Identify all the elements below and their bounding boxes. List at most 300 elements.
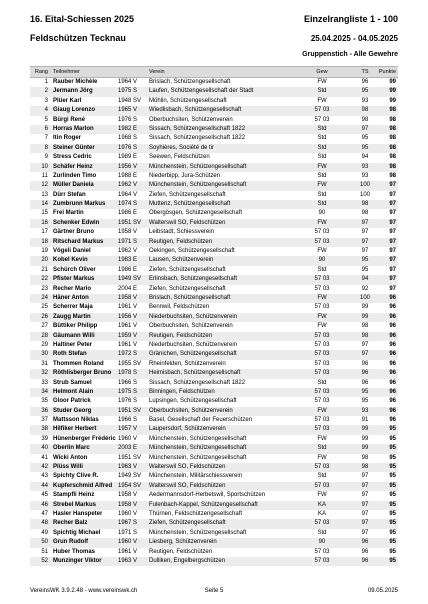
points: 98 (389, 154, 396, 161)
ts-score: 96 (361, 79, 369, 85)
table-row (30, 332, 398, 341)
birth-year-category (118, 294, 137, 303)
rank-cell: 51 (41, 548, 48, 555)
age-category: S (133, 417, 138, 424)
weapon-type: 57 03 (314, 370, 330, 377)
age-category: SV (133, 360, 142, 367)
table-row (30, 238, 398, 247)
rank-cell: 8 (44, 144, 48, 151)
club-name: Ziefen, Schützengesellschaft (149, 285, 226, 292)
column-header-rank: Rang (34, 69, 48, 75)
table-row (30, 388, 398, 397)
birth-year: 1974 (118, 201, 132, 208)
participant-name: Plüss Willi (53, 464, 83, 471)
weapon-type: FW (317, 79, 327, 85)
age-category: S (133, 144, 138, 151)
birth-year: 1960 (118, 510, 132, 517)
points: 96 (389, 360, 396, 367)
points: 96 (389, 332, 396, 339)
birth-year-category (118, 153, 137, 162)
rank-cell: 36 (41, 407, 48, 414)
weapon-type: 57 03 (314, 398, 330, 405)
birth-year: 1960 (118, 435, 132, 442)
age-category: S (133, 379, 138, 386)
birth-year: 1988 (118, 172, 132, 179)
birth-year: 1972 (118, 351, 132, 358)
weapon-type: Std (317, 135, 327, 142)
ts-score: 98 (361, 332, 369, 339)
weapon-type: 90 (318, 539, 326, 546)
age-category: SV (133, 97, 142, 104)
participant-name: Plüer Karl (53, 97, 82, 104)
club-name: Brislach, Schützengesellschaft (149, 79, 231, 85)
birth-year-category (118, 388, 137, 397)
table-row (30, 548, 398, 557)
participant-name: Hilfiker Herbert (53, 426, 97, 433)
rank-cell: 18 (41, 238, 48, 245)
age-category: SV (133, 276, 142, 283)
participant-name: Scherrer Maja (53, 304, 93, 311)
participant-name: Roth Stefan (53, 351, 87, 358)
birth-year-category (118, 379, 137, 388)
birth-year-category (118, 332, 137, 341)
age-category: SV (133, 454, 142, 461)
points: 97 (389, 182, 396, 189)
birth-year-category (118, 407, 141, 416)
birth-year: 2004 (118, 285, 132, 292)
birth-year: 1978 (118, 370, 132, 377)
ts-score: 95 (361, 144, 369, 151)
age-category: V (133, 294, 138, 301)
points: 97 (389, 201, 396, 208)
points: 96 (389, 398, 396, 405)
birth-year-category (118, 313, 137, 322)
ts-score: 96 (361, 539, 369, 546)
birth-year: 1962 (118, 182, 132, 189)
points: 99 (389, 88, 396, 95)
ts-score: 97 (361, 229, 369, 236)
birth-year: 1958 (118, 501, 132, 508)
birth-year-category (118, 87, 137, 96)
participant-name: Röthlisberger Bruno (53, 370, 112, 377)
table-row (30, 482, 398, 491)
ts-score: 97 (361, 219, 369, 226)
participant-name: Haltiner Peter (53, 341, 93, 348)
age-category: S (133, 201, 138, 208)
rank-cell: 42 (41, 464, 48, 471)
table-row (30, 228, 398, 237)
ts-score: 99 (361, 426, 369, 433)
points: 95 (389, 539, 396, 546)
birth-year: 1965 (118, 107, 132, 114)
rank-cell: 9 (44, 154, 48, 161)
weapon-type: FW (317, 248, 327, 255)
age-category: V (133, 182, 138, 189)
ts-score: 97 (361, 238, 369, 245)
birth-year: 1957 (118, 426, 132, 433)
participant-name: Stress Cedric (53, 154, 92, 161)
club-name: Münchenstein, Schützengesellschaft (149, 454, 247, 461)
weapon-type: FW (317, 454, 327, 461)
weapon-type: 57 03 (314, 238, 330, 245)
birth-year: 1975 (118, 388, 132, 395)
birth-year: 1976 (118, 398, 132, 405)
points: 96 (389, 294, 396, 301)
club-name: Basel, Gesellschaft der Feuerschützen (149, 417, 253, 424)
birth-year: 1968 (118, 135, 132, 142)
weapon-type: Std (317, 88, 327, 95)
birth-year: 1960 (118, 539, 132, 546)
points: 96 (389, 388, 396, 395)
points: 96 (389, 341, 396, 348)
rank-cell: 26 (41, 313, 48, 320)
club-name: Sissach, Schützengesellschaft 1822 (149, 379, 246, 386)
age-category: V (133, 548, 138, 555)
birth-year: 1963 (118, 557, 132, 564)
rank-cell: 45 (41, 492, 48, 499)
participant-name: Huber Thomas (53, 548, 96, 555)
rank-cell: 3 (44, 97, 48, 104)
ts-score: 97 (361, 341, 369, 348)
points: 95 (389, 454, 396, 461)
weapon-type: Std (317, 144, 327, 151)
weapon-type: 57 03 (314, 229, 330, 236)
club-name: Ziefen, Schützengesellschaft (149, 520, 226, 527)
table-row (30, 275, 398, 284)
participant-name: Thommen Roland (53, 360, 104, 367)
weapon-type: FW (317, 407, 327, 414)
ts-score: 95 (361, 388, 369, 395)
rank-cell: 19 (41, 248, 48, 255)
points: 96 (389, 407, 396, 414)
participant-name: Rauber Michèle (53, 79, 98, 85)
rank-cell: 28 (41, 332, 48, 339)
weapon-type: 57 03 (314, 520, 330, 527)
ts-score: 96 (361, 370, 369, 377)
birth-year: 1954 (118, 482, 132, 489)
age-category: S (133, 135, 138, 142)
birth-year: 2003 (118, 445, 132, 452)
weapon-type: 57 03 (314, 360, 330, 367)
organizer-name: Feldschützen Tecknau (30, 33, 126, 43)
table-row (30, 510, 398, 519)
table-row (30, 322, 398, 331)
rank-cell: 20 (41, 257, 48, 264)
participant-name: Horras Marlon (53, 125, 94, 132)
table-row (30, 181, 398, 190)
weapon-type: Std (317, 201, 327, 208)
ts-score: 94 (361, 276, 369, 283)
participant-name: Zumbrunn Markus (53, 201, 106, 208)
participant-name: Zaugg Martin (53, 313, 91, 320)
participant-name: Kupferschmid Alfred (53, 482, 113, 489)
birth-year: 1955 (118, 360, 132, 367)
rank-cell: 37 (41, 417, 48, 424)
age-category: V (133, 501, 138, 508)
age-category: SV (133, 407, 142, 414)
participant-name: Gärtner Bruno (53, 229, 95, 236)
points: 97 (389, 257, 396, 264)
table-row (30, 501, 398, 510)
birth-year-category (118, 369, 137, 378)
table-row (30, 491, 398, 500)
table-row (30, 294, 398, 303)
points: 97 (389, 219, 396, 226)
participant-name: Giaug Lorenzo (53, 107, 95, 114)
points: 99 (389, 97, 396, 104)
weapon-type: FW (317, 163, 327, 170)
rank-cell: 2 (44, 88, 48, 95)
participant-name: Mattsson Niklas (53, 417, 99, 424)
points: 98 (389, 144, 396, 151)
birth-year: 1989 (118, 154, 132, 161)
rank-cell: 39 (41, 435, 48, 442)
ts-score: 95 (361, 398, 369, 405)
table-row (30, 529, 398, 538)
club-name: Reutigen, Feldschützen (149, 332, 213, 339)
age-category: S (133, 529, 138, 536)
ts-score: 99 (361, 304, 369, 311)
birth-year-category (118, 209, 137, 218)
birth-year-category (118, 181, 137, 190)
participant-name: Schäfer Heinz (53, 163, 93, 170)
ts-score: 93 (361, 97, 369, 104)
age-category: S (133, 238, 138, 245)
rank-cell: 16 (41, 219, 48, 226)
weapon-type: 57 03 (314, 464, 330, 471)
age-category: E (133, 172, 138, 179)
club-name: Münchenstein, Militärschiessverein (149, 473, 243, 480)
column-header-club: Verein (149, 69, 165, 75)
age-category: E (133, 154, 138, 161)
birth-year-category (118, 360, 141, 369)
table-row (30, 557, 398, 566)
birth-year: 1962 (118, 248, 132, 255)
print-date: 09.05.2025 (367, 588, 398, 594)
age-category: SV (133, 473, 142, 480)
club-name: Laufen, Schützengesellschaft der Stadt (149, 88, 254, 95)
ts-score: 98 (361, 116, 369, 123)
ts-score: 97 (361, 492, 369, 499)
birth-year: 1949 (118, 473, 132, 480)
birth-year-category (118, 144, 137, 153)
rank-cell: 23 (41, 285, 48, 292)
points: 95 (389, 435, 396, 442)
table-row (30, 463, 398, 472)
club-name: Rheinfelden, Schützenverein (149, 360, 226, 367)
age-category: V (133, 557, 138, 564)
club-name: Möhlin, Schützengesellschaft (149, 97, 227, 104)
club-name: Leibstadt, Schiessverein (149, 229, 215, 236)
weapon-type: 57 03 (314, 388, 330, 395)
weapon-type: 57 03 (314, 482, 330, 489)
club-name: Seewen, Feldschützen (149, 154, 210, 161)
rank-cell: 25 (41, 304, 48, 311)
birth-year-category (118, 285, 137, 294)
age-category: V (133, 464, 138, 471)
club-name: Walterswil SO, Feldschützen (149, 482, 226, 489)
age-category: SV (133, 219, 142, 226)
age-category: E (133, 445, 138, 452)
table-row (30, 256, 398, 265)
table-row (30, 87, 398, 96)
table-row (30, 519, 398, 528)
points: 97 (389, 248, 396, 255)
birth-year-category (118, 444, 137, 453)
birth-year: 1951 (118, 219, 132, 226)
points: 95 (389, 529, 396, 536)
birth-year-category (118, 397, 137, 406)
age-category: V (133, 341, 138, 348)
points: 98 (389, 125, 396, 132)
points: 95 (389, 548, 396, 555)
birth-year: 1963 (118, 464, 132, 471)
weapon-type: 57 03 (314, 107, 330, 114)
birth-year-category (118, 435, 137, 444)
ts-score: 93 (361, 172, 369, 179)
weapon-type: 57 03 (314, 557, 330, 564)
club-name: Gränichen, Schützengesellschaft (149, 351, 237, 358)
birth-year: 1958 (118, 294, 132, 301)
points: 96 (389, 379, 396, 386)
rank-cell: 44 (41, 482, 48, 489)
club-name: Münchenstein, Schützengesellschaft (149, 163, 247, 170)
participant-name: Steiner Günter (53, 144, 95, 151)
age-category: E (133, 125, 138, 132)
participant-name: Schürch Oliver (53, 266, 96, 273)
birth-year-category (118, 125, 137, 134)
club-name: Muttenz, Schützengesellschaft (149, 201, 231, 208)
ts-score: 96 (361, 557, 369, 564)
rank-cell: 33 (41, 379, 48, 386)
participant-name: Oberlin Marc (53, 445, 90, 452)
birth-year-category (118, 303, 137, 312)
ts-score: 96 (361, 360, 369, 367)
ts-score: 95 (361, 257, 369, 264)
ts-score: 93 (361, 163, 369, 170)
rank-cell: 50 (41, 539, 48, 546)
participant-name: Hünenberger Frédéric (53, 435, 116, 442)
age-category: V (133, 107, 138, 114)
birth-year: 1982 (118, 125, 132, 132)
age-category: S (133, 116, 138, 123)
points: 95 (389, 482, 396, 489)
rank-cell: 52 (41, 557, 48, 564)
weapon-type: Std (317, 191, 327, 198)
points: 97 (389, 238, 396, 245)
participant-name: Hasler Hanspeter (53, 510, 103, 517)
ts-score: 97 (361, 510, 369, 517)
ts-score: 97 (361, 501, 369, 508)
ts-score: 98 (361, 210, 369, 217)
ts-score: 100 (359, 182, 370, 189)
participant-name: Müller Daniela (53, 182, 94, 189)
birth-year-category (118, 78, 137, 87)
participant-name: Jermann Jörg (53, 88, 93, 95)
birth-year: 1951 (118, 407, 132, 414)
weapon-type: Std (317, 529, 327, 536)
birth-year: 1951 (118, 454, 132, 461)
page-number: Seite 5 (204, 588, 224, 594)
rank-cell: 6 (44, 125, 48, 132)
table-row (30, 444, 398, 453)
table-header (30, 66, 398, 78)
club-name: Münchenstein, Schützengesellschaft (149, 445, 247, 452)
points: 97 (389, 229, 396, 236)
rank-cell: 46 (41, 501, 48, 508)
birth-year-category (118, 454, 141, 463)
points: 95 (389, 557, 396, 564)
age-category: V (133, 492, 138, 499)
club-name: Oberbuchsiten, Schützenverein (149, 407, 233, 414)
birth-year: 1958 (118, 229, 132, 236)
weapon-type: Std (317, 172, 327, 179)
birth-year: 1976 (118, 144, 132, 151)
table-row (30, 397, 398, 406)
age-category: S (133, 398, 138, 405)
birth-year-category (118, 341, 137, 350)
birth-year: 1961 (118, 341, 132, 348)
age-category: V (133, 426, 138, 433)
birth-year-category (118, 247, 137, 256)
event-title: 16. Eital-Schiessen 2025 (30, 14, 135, 24)
participant-name: Grun Rudolf (53, 539, 88, 546)
club-name: Soyhières, Société de tir (149, 144, 215, 151)
participant-name: Büttiker Philipp (53, 323, 98, 330)
points: 95 (389, 426, 396, 433)
points: 96 (389, 417, 396, 424)
table-row (30, 303, 398, 312)
weapon-type: Std (317, 379, 327, 386)
weapon-type: 57 03 (314, 332, 330, 339)
birth-year-category (118, 238, 137, 247)
club-name: Reutigen, Feldschützen (149, 548, 213, 555)
participant-name: Dürr Stefan (53, 191, 86, 198)
column-header-participant: Teilnehmer (53, 69, 80, 75)
birth-year: 1958 (118, 492, 132, 499)
weapon-type: 57 03 (314, 304, 330, 311)
ts-score: 91 (361, 417, 369, 424)
club-name: Oberbuchsiten, Schützenverein (149, 323, 233, 330)
rank-cell: 5 (44, 116, 48, 123)
weapon-type: 57 03 (314, 417, 330, 424)
weapon-type: 57 03 (314, 548, 330, 555)
club-name: Brislach, Schützengesellschaft (149, 294, 231, 301)
table-row (30, 106, 398, 115)
club-name: Bennwil, Feldschützen (149, 304, 210, 311)
table-row (30, 209, 398, 218)
points: 97 (389, 191, 396, 198)
birth-year: 1967 (118, 520, 132, 527)
birth-year: 1971 (118, 529, 132, 536)
ranking-table (30, 66, 398, 566)
rank-cell: 43 (41, 473, 48, 480)
table-row (30, 134, 398, 143)
table-row (30, 379, 398, 388)
points: 96 (389, 313, 396, 320)
participant-name: Kobel Kevin (53, 257, 88, 264)
birth-year-category (118, 482, 141, 491)
club-name: Lausen, Schützenverein (149, 257, 214, 264)
table-row (30, 163, 398, 172)
table-row (30, 125, 398, 134)
birth-year-category (118, 425, 137, 434)
birth-year-category (118, 163, 137, 172)
club-name: Binningen, Feldschützen (149, 388, 215, 395)
birth-year: 1956 (118, 313, 132, 320)
ts-score: 95 (361, 135, 369, 142)
table-body (30, 78, 398, 566)
